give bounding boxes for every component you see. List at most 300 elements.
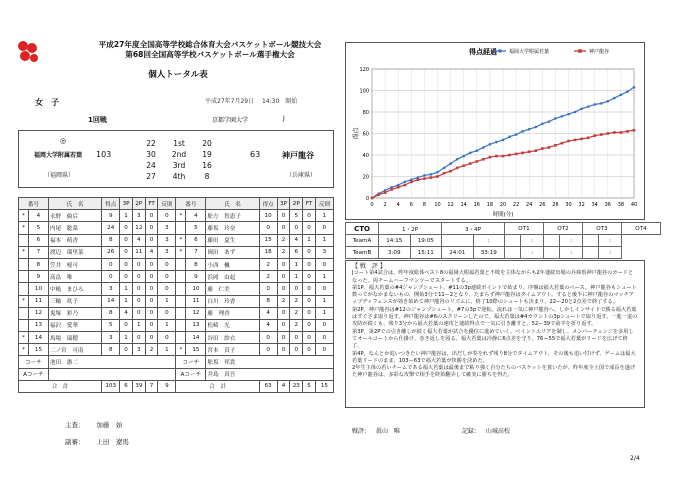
- cto-team-label: TeamA: [346, 235, 379, 247]
- data-point-team-a: [508, 135, 511, 138]
- player-3p: 1: [120, 210, 133, 222]
- player-fouls: 0: [315, 344, 333, 356]
- data-point-team-a: [528, 128, 531, 131]
- total-points-b: 63: [259, 380, 277, 392]
- team-b-name: 神戸龍谷: [282, 151, 314, 160]
- x-tick-label: 22: [512, 202, 520, 208]
- player-ft: 0: [303, 210, 316, 222]
- x-tick-label: 36: [604, 202, 611, 208]
- player-points: 14: [102, 295, 120, 307]
- data-point-team-a: [449, 162, 452, 165]
- player-points: 0: [259, 332, 277, 344]
- player-ft: 0: [303, 295, 316, 307]
- player-2p: 5: [290, 210, 303, 222]
- player-starter-mark: *: [19, 344, 29, 356]
- player-3p: 2: [277, 234, 290, 246]
- cto-cell: 3:09: [379, 247, 411, 259]
- player-number: 9: [186, 271, 206, 283]
- data-point-team-b: [561, 142, 564, 145]
- acoach-name-b: 井島 真吾: [206, 368, 334, 380]
- player-fouls: 1: [315, 210, 333, 222]
- cto-cell: 33:19: [473, 247, 505, 259]
- tournament-title: 平成27年度全国高等学校総合体育大会バスケットボール競技大会: [98, 40, 322, 49]
- x-tick-label: 40: [630, 202, 638, 208]
- player-fouls: 3: [158, 222, 176, 234]
- data-point-team-b: [410, 181, 413, 184]
- player-number: 9: [28, 271, 48, 283]
- total-label-b: 合 計: [176, 380, 259, 392]
- data-point-team-b: [384, 191, 387, 194]
- player-starter-mark: *: [176, 246, 186, 258]
- data-point-team-b: [534, 149, 537, 152]
- court-label: J: [283, 115, 285, 122]
- x-tick-label: 18: [486, 202, 494, 208]
- player-points: 2: [259, 258, 277, 270]
- data-point-team-b: [587, 137, 590, 140]
- total-row: [19, 380, 334, 392]
- x-tick-label: 12: [447, 202, 454, 208]
- player-ft: 0: [303, 222, 316, 234]
- player-points: 5: [102, 319, 120, 331]
- q1-a: 22: [146, 139, 156, 148]
- x-tick-label: 38: [617, 202, 625, 208]
- data-point-team-b: [600, 133, 603, 136]
- coach-row: [19, 356, 334, 368]
- coach-name-a: 池田 憲二: [48, 356, 176, 368]
- q1-b: 20: [202, 139, 212, 148]
- player-3p: 0: [120, 246, 133, 258]
- player-starter-mark: [19, 307, 29, 319]
- player-2p: 3: [132, 210, 145, 222]
- player-3p: 0: [277, 283, 290, 295]
- team-a-score: 103: [96, 150, 112, 159]
- player-name: 宮本 真子: [206, 344, 259, 356]
- player-ft: 0: [145, 332, 158, 344]
- player-3p: 2: [277, 295, 290, 307]
- data-point-team-b: [417, 178, 420, 181]
- data-point-team-a: [489, 143, 492, 146]
- player-points: 8: [102, 234, 120, 246]
- player-2p: 0: [132, 283, 145, 295]
- player-name: 舩方 智恵子: [206, 210, 259, 222]
- player-fouls: 0: [158, 271, 176, 283]
- player-name: 白川 玲香: [206, 295, 259, 307]
- x-tick-label: 24: [526, 202, 533, 208]
- total-3p-b: 4: [277, 380, 290, 392]
- cto-cell: [583, 235, 599, 247]
- player-name: 小西 楓: [206, 258, 259, 270]
- chart-title: 得点経過: [469, 48, 497, 56]
- cto-cell: :: [521, 247, 544, 259]
- player-starter-mark: [176, 283, 186, 295]
- player-2p: 1: [290, 271, 303, 283]
- data-point-team-b: [377, 193, 380, 196]
- data-point-team-b: [508, 154, 511, 157]
- player-ft: 0: [145, 295, 158, 307]
- player-3p: 0: [277, 258, 290, 270]
- player-number: 8: [186, 258, 206, 270]
- data-point-team-b: [476, 160, 479, 163]
- data-point-team-a: [502, 139, 505, 142]
- player-2p: 4: [132, 234, 145, 246]
- player-starter-mark: *: [176, 344, 186, 356]
- legend-marker: [578, 49, 582, 53]
- player-starter-mark: *: [19, 246, 29, 258]
- player-name: 二ノ宮 可南: [48, 344, 101, 356]
- player-row: [19, 283, 334, 295]
- player-name: 笠井 桜可: [48, 258, 101, 270]
- tournament-subtitle: 第68回全国高等学校バスケットボール選手権大会: [125, 50, 295, 59]
- player-name: 中嶋 まひろ: [48, 283, 101, 295]
- data-point-team-b: [541, 147, 544, 150]
- player-points: 8: [259, 295, 277, 307]
- x-tick-label: 34: [591, 202, 598, 208]
- chief-referee: 主査： 加藤 始: [65, 421, 123, 429]
- player-points: 3: [102, 283, 120, 295]
- player-ft: 0: [303, 283, 316, 295]
- data-point-team-a: [469, 152, 472, 155]
- cto-cell: :: [560, 235, 583, 247]
- data-point-team-b: [528, 150, 531, 153]
- cto-cell: 24:01: [442, 247, 474, 259]
- data-point-team-a: [462, 155, 465, 158]
- total-2p-b: 23: [290, 380, 303, 392]
- header-number: 番号: [176, 198, 206, 210]
- player-fouls: 1: [158, 295, 176, 307]
- data-point-team-b: [495, 155, 498, 158]
- header-3p: 3P: [120, 198, 133, 210]
- player-points: 26: [102, 246, 120, 258]
- player-starter-mark: [19, 283, 29, 295]
- header-name: 氏 名: [206, 198, 259, 210]
- player-name: 藤坂 玲奈: [206, 222, 259, 234]
- player-fouls: 1: [315, 307, 333, 319]
- data-point-team-a: [626, 90, 629, 93]
- coach-label-b: コーチ: [176, 356, 206, 368]
- player-name: 藤 理香: [206, 307, 259, 319]
- player-name: 藤 仁美: [206, 283, 259, 295]
- total-ft-a: 7: [145, 380, 158, 392]
- player-row: [19, 295, 334, 307]
- player-points: 4: [259, 307, 277, 319]
- cto-row-team-b: [346, 247, 661, 259]
- player-fouls: 3: [315, 246, 333, 258]
- player-number: 7: [28, 246, 48, 258]
- data-point-team-a: [600, 102, 603, 105]
- data-point-team-a: [567, 113, 570, 116]
- data-point-team-a: [534, 126, 537, 129]
- player-name: 渡辺 瑠里菜: [48, 246, 101, 258]
- player-points: 0: [102, 271, 120, 283]
- player-points: 0: [102, 258, 120, 270]
- header-fouls: 反則: [158, 198, 176, 210]
- total-3p-a: 6: [120, 380, 133, 392]
- y-tick-label: 100: [359, 88, 369, 95]
- data-point-team-a: [580, 107, 583, 110]
- data-point-team-b: [567, 140, 570, 143]
- data-point-team-b: [371, 197, 374, 200]
- team-b-prefecture: （兵庫県）: [286, 172, 317, 179]
- writer-label: 戦評：: [352, 428, 371, 435]
- data-point-team-b: [430, 176, 433, 179]
- header-points: 得点: [102, 198, 120, 210]
- player-points: 3: [102, 332, 120, 344]
- quarter-scores: [140, 138, 218, 182]
- player-row: [19, 246, 334, 258]
- player-3p: 1: [120, 332, 133, 344]
- player-row: [19, 234, 334, 246]
- header-2p: 2P: [290, 198, 303, 210]
- cto-h-ot1: OT1: [505, 223, 544, 235]
- player-2p: 2: [290, 319, 303, 331]
- cto-cell: [505, 247, 521, 259]
- acoach-label-b: Aコーチ: [176, 368, 206, 380]
- data-point-team-b: [626, 130, 629, 133]
- player-3p: 1: [120, 283, 133, 295]
- header-ft: FT: [303, 198, 316, 210]
- player-starter-mark: *: [176, 210, 186, 222]
- player-number: 10: [186, 283, 206, 295]
- player-points: 9: [102, 210, 120, 222]
- player-starter-mark: *: [176, 234, 186, 246]
- player-starter-mark: *: [19, 210, 29, 222]
- player-3p: 4: [120, 307, 133, 319]
- data-point-team-a: [482, 146, 485, 149]
- x-tick-label: 4: [396, 202, 400, 208]
- player-ft: 0: [145, 234, 158, 246]
- player-row: [19, 258, 334, 270]
- cto-cell: [583, 247, 599, 259]
- player-points: 8: [102, 307, 120, 319]
- player-number: 8: [28, 258, 48, 270]
- chart-svg: [346, 43, 644, 219]
- cto-label: CTO: [346, 223, 379, 235]
- data-point-team-b: [515, 153, 518, 156]
- review-officials: [352, 426, 510, 435]
- total-fouls-b: 15: [315, 380, 333, 392]
- header-name: 氏 名: [48, 198, 101, 210]
- x-tick-label: 0: [370, 202, 374, 208]
- player-fouls: 1: [158, 319, 176, 331]
- player-number: 12: [186, 307, 206, 319]
- player-fouls: 0: [315, 332, 333, 344]
- data-point-team-a: [476, 149, 479, 152]
- umpire: 副審： 上田 遼馬: [65, 438, 129, 446]
- header-points: 得点: [259, 198, 277, 210]
- player-starter-mark: [19, 271, 29, 283]
- q2-b: 19: [202, 150, 212, 159]
- x-tick-label: 8: [422, 202, 426, 208]
- player-fouls: 0: [315, 258, 333, 270]
- data-point-team-a: [607, 100, 610, 103]
- data-point-team-b: [580, 138, 583, 141]
- q3-label: 3rd: [172, 161, 186, 170]
- data-point-team-b: [489, 156, 492, 159]
- player-number: 13: [28, 319, 48, 331]
- player-3p: 0: [277, 319, 290, 331]
- player-fouls: 0: [315, 222, 333, 234]
- x-axis-label: 時間(分): [492, 212, 514, 218]
- player-2p: 4: [290, 234, 303, 246]
- player-number: 7: [186, 246, 206, 258]
- player-3p: 0: [120, 271, 133, 283]
- player-ft: 0: [145, 271, 158, 283]
- data-point-team-b: [593, 134, 596, 137]
- player-row: [19, 332, 334, 344]
- player-row: [19, 319, 334, 331]
- data-point-team-b: [462, 164, 465, 167]
- player-fouls: 0: [158, 332, 176, 344]
- player-fouls: 1: [315, 234, 333, 246]
- y-tick-label: 80: [362, 110, 369, 116]
- player-starter-mark: [176, 319, 186, 331]
- player-name: 三輪 眞子: [48, 295, 101, 307]
- player-name: 永野 倫后: [48, 210, 101, 222]
- x-tick-label: 10: [434, 202, 441, 208]
- cto-cell: [442, 235, 474, 247]
- header-ft: FT: [145, 198, 158, 210]
- data-point-team-a: [620, 94, 623, 97]
- assistant-coach-row: [19, 368, 334, 380]
- player-number: 5: [28, 222, 48, 234]
- player-starter-mark: [176, 222, 186, 234]
- review-paragraph: 第4P、なんとか追いつきたい神戸龍谷は、出だしが奏をれず残り8分でタイムアウト。その後も追い付けず、ゲームは福大若葉リードのまま、103ー63で福大若葉が快勝を決めた。: [352, 350, 636, 364]
- data-point-team-a: [633, 86, 636, 89]
- player-name: 馬場 瑞穂: [48, 332, 101, 344]
- data-point-team-b: [502, 155, 505, 158]
- q2-a: 30: [146, 150, 156, 159]
- cto-h-ot2: OT2: [544, 223, 583, 235]
- player-starter-mark: *: [19, 222, 29, 234]
- player-2p: 0: [132, 307, 145, 319]
- legend-marker: [498, 49, 502, 53]
- team-a-name: 福岡大学附属若葉: [34, 152, 83, 159]
- player-ft: 0: [145, 319, 158, 331]
- player-3p: 0: [277, 332, 290, 344]
- data-point-team-b: [613, 131, 616, 134]
- player-starter-mark: [19, 234, 29, 246]
- data-point-team-b: [449, 170, 452, 173]
- q4-a: 27: [146, 172, 156, 181]
- player-points: 24: [102, 222, 120, 234]
- player-2p: 0: [290, 283, 303, 295]
- player-3p: 1: [120, 295, 133, 307]
- cto-cell: :: [560, 247, 583, 259]
- cto-cell: 15:11: [410, 247, 442, 259]
- data-point-team-a: [587, 105, 590, 108]
- data-point-team-b: [456, 167, 459, 170]
- header-fouls: 反則: [315, 198, 333, 210]
- cto-h-34p: 3・4P: [442, 223, 505, 235]
- player-fouls: 3: [158, 234, 176, 246]
- player-2p: 2: [290, 307, 303, 319]
- player-fouls: 3: [158, 246, 176, 258]
- data-point-team-b: [554, 144, 557, 147]
- player-ft: 0: [145, 258, 158, 270]
- player-2p: 6: [290, 246, 303, 258]
- player-starter-mark: [176, 271, 186, 283]
- player-3p: 0: [277, 307, 290, 319]
- q4-b: 8: [204, 172, 210, 181]
- player-2p: 12: [132, 222, 145, 234]
- player-number: 6: [186, 234, 206, 246]
- player-3p: 0: [120, 234, 133, 246]
- player-ft: 0: [145, 222, 158, 234]
- x-tick-label: 2: [383, 202, 387, 208]
- player-row: [19, 222, 334, 234]
- cto-cell: :: [599, 235, 622, 247]
- cto-cell: :: [599, 247, 622, 259]
- header-3p: 3P: [277, 198, 290, 210]
- player-points: 2: [259, 271, 277, 283]
- game-date: 平成27年7月29日 14:30 開始: [205, 98, 298, 105]
- data-point-team-b: [397, 186, 400, 189]
- player-points: 8: [102, 344, 120, 356]
- data-point-team-a: [613, 97, 616, 100]
- y-tick-label: 20: [362, 174, 369, 181]
- player-fouls: 0: [315, 319, 333, 331]
- player-row: [19, 307, 334, 319]
- total-points-a: 103: [102, 380, 120, 392]
- player-stats-table: [18, 197, 334, 393]
- cto-cell: 14:15: [379, 235, 411, 247]
- data-point-team-a: [521, 130, 524, 133]
- player-number: 13: [186, 319, 206, 331]
- data-point-team-a: [495, 141, 498, 144]
- cto-h-ot3: OT3: [583, 223, 622, 235]
- player-3p: 0: [120, 222, 133, 234]
- data-point-team-b: [607, 132, 610, 135]
- player-name: 鬼塚 彩乃: [48, 307, 101, 319]
- player-number: 11: [186, 295, 206, 307]
- data-point-team-b: [436, 175, 439, 178]
- data-point-team-b: [482, 158, 485, 161]
- player-ft: 0: [145, 307, 158, 319]
- player-2p: 0: [290, 332, 303, 344]
- player-number: 15: [186, 344, 206, 356]
- player-fouls: 1: [158, 344, 176, 356]
- data-point-team-a: [430, 173, 433, 176]
- review-paragraph: 第3P、第2Pでの引き離しが続く福大若葉が試合を優位に進めていく。ベイントエリアを制し、メンバーチェンジを多用してオールコートから仕掛け、巻き返しを図る。福大若葉は冷静に6点差を守り、76ー55で福大若葉がリードを広げて終了。: [352, 328, 634, 350]
- cto-h-ot4: OT4: [622, 223, 661, 235]
- review-paragraph: 第1P、福大若葉の#4ジャンプシュート、#11の3p連続ポイントで始まり、序盤は福大若葉のペース。神戸龍谷もシュート数ってがなかまないもの、開始3分で11ー2となり、たまらず神戸龍谷はタイムアウト。すると後半に神戸龍谷のマッチアップディフェンスが効き始めて神戸龍谷のリズムに、終了10際のシュートも決まり、22ー20と2点差で終了する。: [352, 284, 637, 306]
- data-point-team-b: [521, 152, 524, 155]
- q2-label: 2nd: [171, 150, 187, 159]
- cto-cell: 19:05: [410, 235, 442, 247]
- cto-team-label: TeamB: [346, 247, 379, 259]
- player-points: 15: [259, 234, 277, 246]
- player-ft: 0: [145, 283, 158, 295]
- player-number: 15: [28, 344, 48, 356]
- player-name: 岡田 あず: [206, 246, 259, 258]
- player-3p: 0: [120, 344, 133, 356]
- player-2p: 2: [290, 295, 303, 307]
- data-point-team-b: [574, 139, 577, 142]
- round-label: 1回戦: [88, 116, 107, 124]
- player-2p: 0: [290, 222, 303, 234]
- player-row: [19, 344, 334, 356]
- data-point-team-a: [403, 181, 406, 184]
- player-fouls: 0: [158, 210, 176, 222]
- player-row: [19, 210, 334, 222]
- x-tick-label: 20: [499, 202, 507, 208]
- player-name: 松崎 光: [206, 319, 259, 331]
- header-number: 番号: [19, 198, 49, 210]
- x-tick-label: 26: [539, 202, 546, 208]
- q1-label: 1st: [173, 139, 185, 148]
- player-ft: 0: [303, 271, 316, 283]
- recorder-name: 山城高校: [485, 428, 510, 435]
